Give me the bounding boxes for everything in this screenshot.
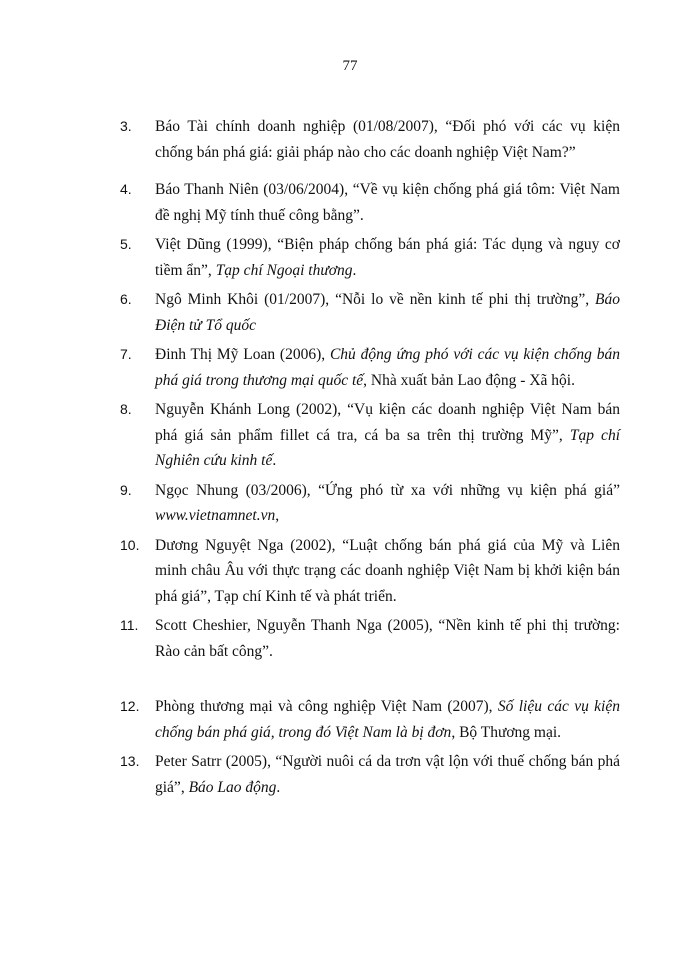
reference-title: Số liệu các vụ kiện chống bán phá giá, trong đó Việt Nam là bị đơn bbox=[155, 698, 620, 741]
reference-number: 4. bbox=[120, 181, 132, 197]
reference-number: 5. bbox=[120, 236, 132, 252]
reference-text: Dương Nguyệt Nga (2002), “Luật chống bán phá giá của Mỹ và Liên minh châu Âu với thực trạng các doanh nghiệp Việt Nam bị khởi kiện bán phá giá”, Tạp chí Kinh tế và phát triển. bbox=[155, 536, 620, 605]
reference-number: 8. bbox=[120, 401, 132, 417]
reference-number: 3. bbox=[120, 118, 132, 134]
reference-punctuation: . bbox=[276, 778, 281, 796]
reference-source: Tạp chí Ngoại thương bbox=[215, 261, 353, 279]
reference-item bbox=[120, 287, 620, 338]
reference-item bbox=[120, 232, 620, 283]
reference-text: Scott Cheshier, Nguyễn Thanh Nga (2005), “Nền kinh tế phi thị trường: Rào cản bất công”. bbox=[155, 617, 620, 660]
reference-source: Tạp chí Nghiên cứu kinh tế bbox=[155, 426, 620, 469]
reference-text: Báo Tài chính doanh nghiệp (01/08/2007), “Đối phó với các vụ kiện chống bán phá giá: giải pháp nào cho các doanh nghiệp Việt Nam?” bbox=[155, 118, 620, 161]
reference-item bbox=[120, 478, 620, 529]
reference-source: Báo Lao động bbox=[188, 778, 277, 796]
reference-publisher: , Nhà xuất bản Lao động - Xã hội. bbox=[363, 371, 575, 389]
reference-list bbox=[120, 114, 620, 804]
reference-punctuation: , bbox=[275, 507, 280, 524]
page-number: 77 bbox=[342, 58, 358, 74]
reference-number: 7. bbox=[120, 346, 132, 362]
reference-number: 10. bbox=[120, 536, 140, 553]
reference-item bbox=[120, 694, 620, 745]
reference-item bbox=[120, 114, 620, 165]
reference-number: 13. bbox=[120, 753, 140, 769]
reference-item bbox=[120, 749, 620, 800]
reference-item bbox=[120, 613, 620, 664]
reference-text: Peter Satrr (2005), “Người nuôi cá da trơn vật lộn với thuế chống bán phá giá”, bbox=[155, 753, 620, 796]
reference-text: Ngọc Nhung (03/2006), “Ứng phó từ xa với những vụ kiện phá giá” bbox=[155, 481, 620, 499]
reference-item bbox=[120, 397, 620, 474]
reference-number: 6. bbox=[120, 291, 132, 307]
reference-text: Đinh Thị Mỹ Loan (2006), bbox=[155, 346, 330, 363]
reference-title: Chủ động ứng phó với các vụ kiện chống bán phá giá trong thương mại quốc tế bbox=[155, 346, 620, 389]
reference-text: Báo Thanh Niên (03/06/2004), “Về vụ kiện chống phá giá tôm: Việt Nam đề nghị Mỹ tính thuế công bằng”. bbox=[155, 181, 620, 224]
reference-text: Việt Dũng (1999), “Biện pháp chống bán phá giá: Tác dụng và nguy cơ tiềm ẩn”, bbox=[155, 236, 620, 279]
reference-punctuation: . bbox=[352, 261, 357, 279]
reference-source: Báo Điện tử Tổ quốc bbox=[155, 291, 620, 334]
reference-publisher: , Bộ Thương mại. bbox=[451, 723, 562, 741]
reference-item bbox=[120, 177, 620, 228]
reference-text: Nguyễn Khánh Long (2002), “Vụ kiện các doanh nghiệp Việt Nam bán phá giá sản phẩm fillet cá tra, cá ba sa trên thị trường Mỹ”, bbox=[155, 401, 620, 444]
reference-text: Ngô Minh Khôi (01/2007), “Nỗi lo về nền kinh tế phi thị trường”, bbox=[155, 291, 596, 308]
reference-url: www.vietnamnet.vn bbox=[155, 507, 276, 524]
reference-item bbox=[120, 342, 620, 393]
reference-text: Phòng thương mại và công nghiệp Việt Nam (2007), bbox=[155, 698, 498, 715]
reference-item bbox=[120, 533, 620, 610]
reference-punctuation: . bbox=[272, 452, 277, 469]
reference-number: 11. bbox=[120, 617, 139, 633]
reference-number: 9. bbox=[120, 481, 132, 498]
reference-number: 12. bbox=[120, 698, 140, 714]
